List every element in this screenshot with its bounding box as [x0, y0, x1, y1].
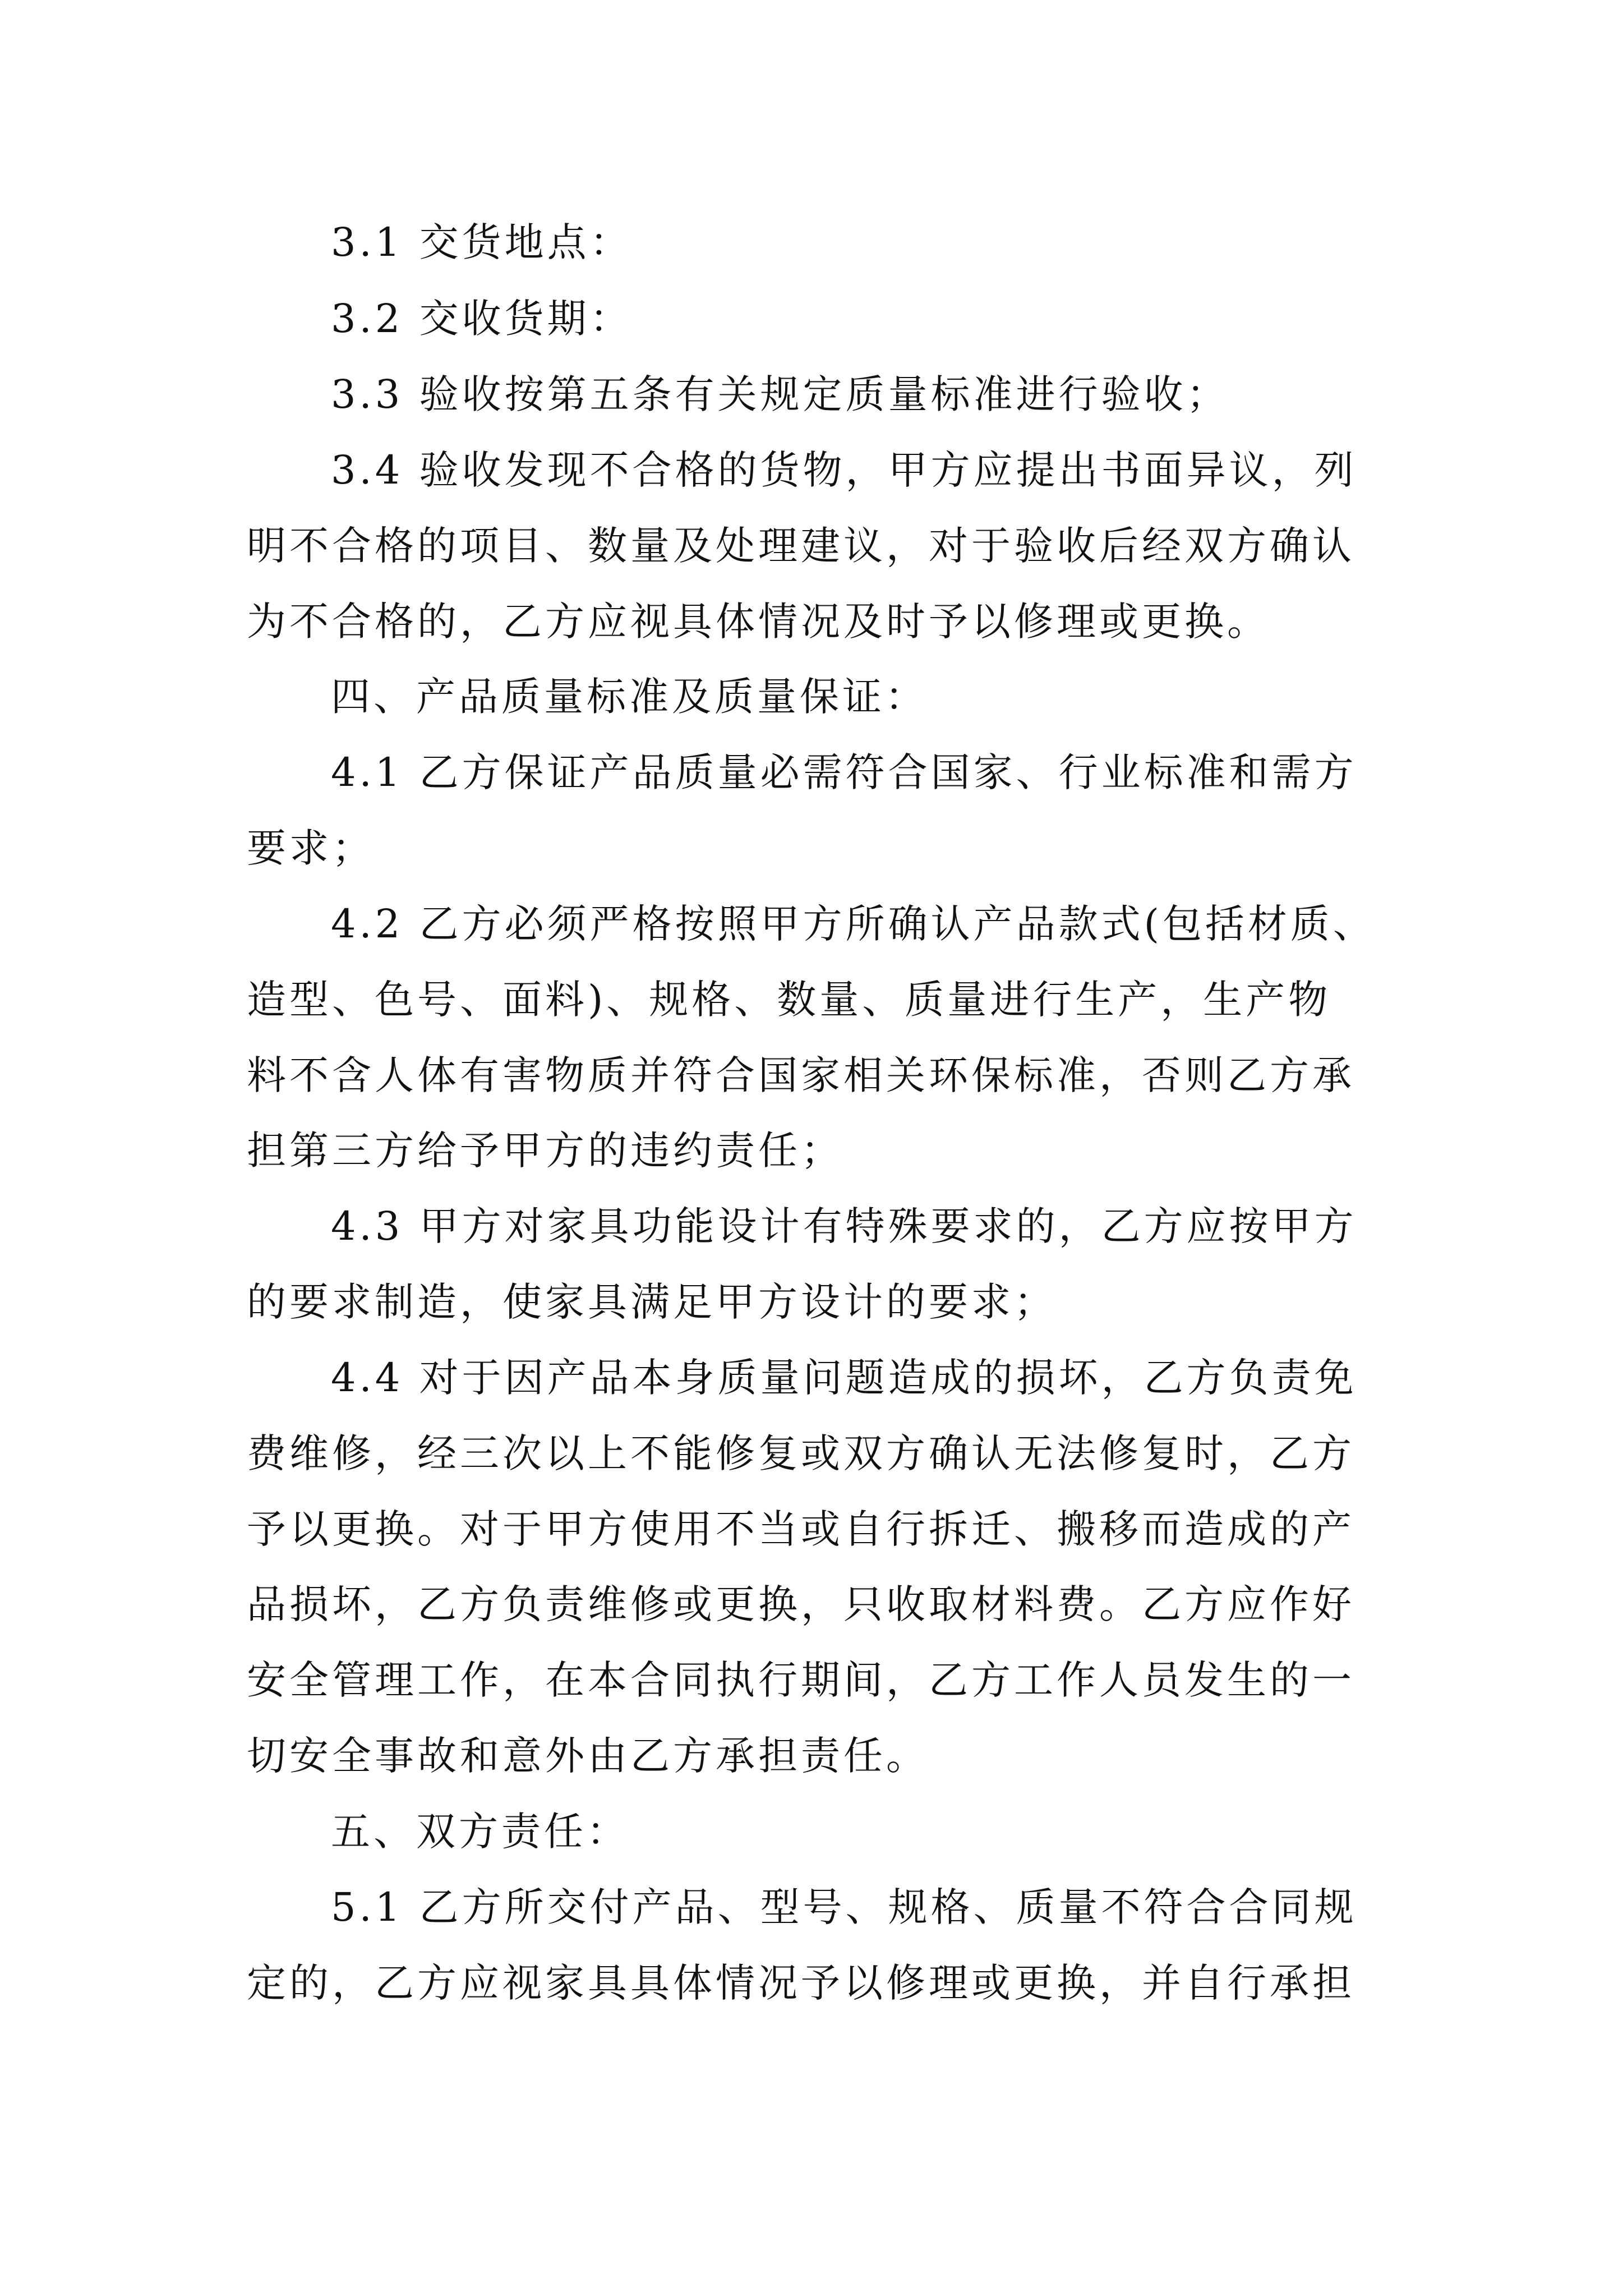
clause-4-2-line-1: 4.2 乙方必须严格按照甲方所确认产品款式(包括材质、	[331, 901, 1376, 947]
section-5-heading: 五、双方责任：	[331, 1809, 629, 1855]
section-4-heading: 四、产品质量标准及质量保证：	[331, 674, 928, 720]
clause-4-2-line-4: 担第三方给予甲方的违约责任；	[247, 1128, 843, 1174]
clause-5-1-line-1: 5.1 乙方所交付产品、型号、规格、质量不符合合同规	[331, 1884, 1357, 1930]
clause-4-1-line-2: 要求；	[247, 825, 375, 871]
clause-4-4-line-3: 予以更换。对于甲方使用不当或自行拆迁、搬移而造成的产	[247, 1506, 1355, 1552]
clause-4-1-line-1: 4.1 乙方保证产品质量必需符合国家、行业标准和需方	[331, 749, 1357, 795]
clause-3-4-line-3: 为不合格的，乙方应视具体情况及时予以修理或更换。	[247, 599, 1270, 645]
clause-4-2-line-2: 造型、色号、面料)、规格、数量、质量进行生产，生产物	[247, 977, 1331, 1023]
clause-4-4-line-4: 品损坏，乙方负责维修或更换，只收取材料费。乙方应作好	[247, 1581, 1355, 1627]
clause-5-1-line-2: 定的，乙方应视家具具体情况予以修理或更换，并自行承担	[247, 1960, 1355, 2006]
clause-3-1: 3.1 交货地点：	[331, 219, 633, 265]
clause-3-4-line-1: 3.4 验收发现不合格的货物，甲方应提出书面异议，列	[331, 447, 1357, 493]
clause-4-4-line-6: 切安全事故和意外由乙方承担责任。	[247, 1733, 929, 1779]
clause-4-4-line-1: 4.4 对于因产品本身质量问题造成的损坏，乙方负责免	[331, 1355, 1357, 1401]
clause-4-4-line-5: 安全管理工作，在本合同执行期间，乙方工作人员发生的一	[247, 1657, 1355, 1703]
clause-4-3-line-2: 的要求制造，使家具满足甲方设计的要求；	[247, 1279, 1057, 1325]
clause-4-4-line-2: 费维修，经三次以上不能修复或双方确认无法修复时，乙方	[247, 1430, 1355, 1476]
clause-4-3-line-1: 4.3 甲方对家具功能设计有特殊要求的，乙方应按甲方	[331, 1203, 1357, 1249]
clause-3-4-line-2: 明不合格的项目、数量及处理建议，对于验收后经双方确认	[247, 523, 1355, 569]
clause-3-2: 3.2 交收货期：	[331, 296, 633, 342]
clause-3-3: 3.3 验收按第五条有关规定质量标准进行验收；	[331, 371, 1229, 417]
clause-4-2-line-3: 料不含人体有害物质并符合国家相关环保标准，否则乙方承	[247, 1052, 1355, 1098]
